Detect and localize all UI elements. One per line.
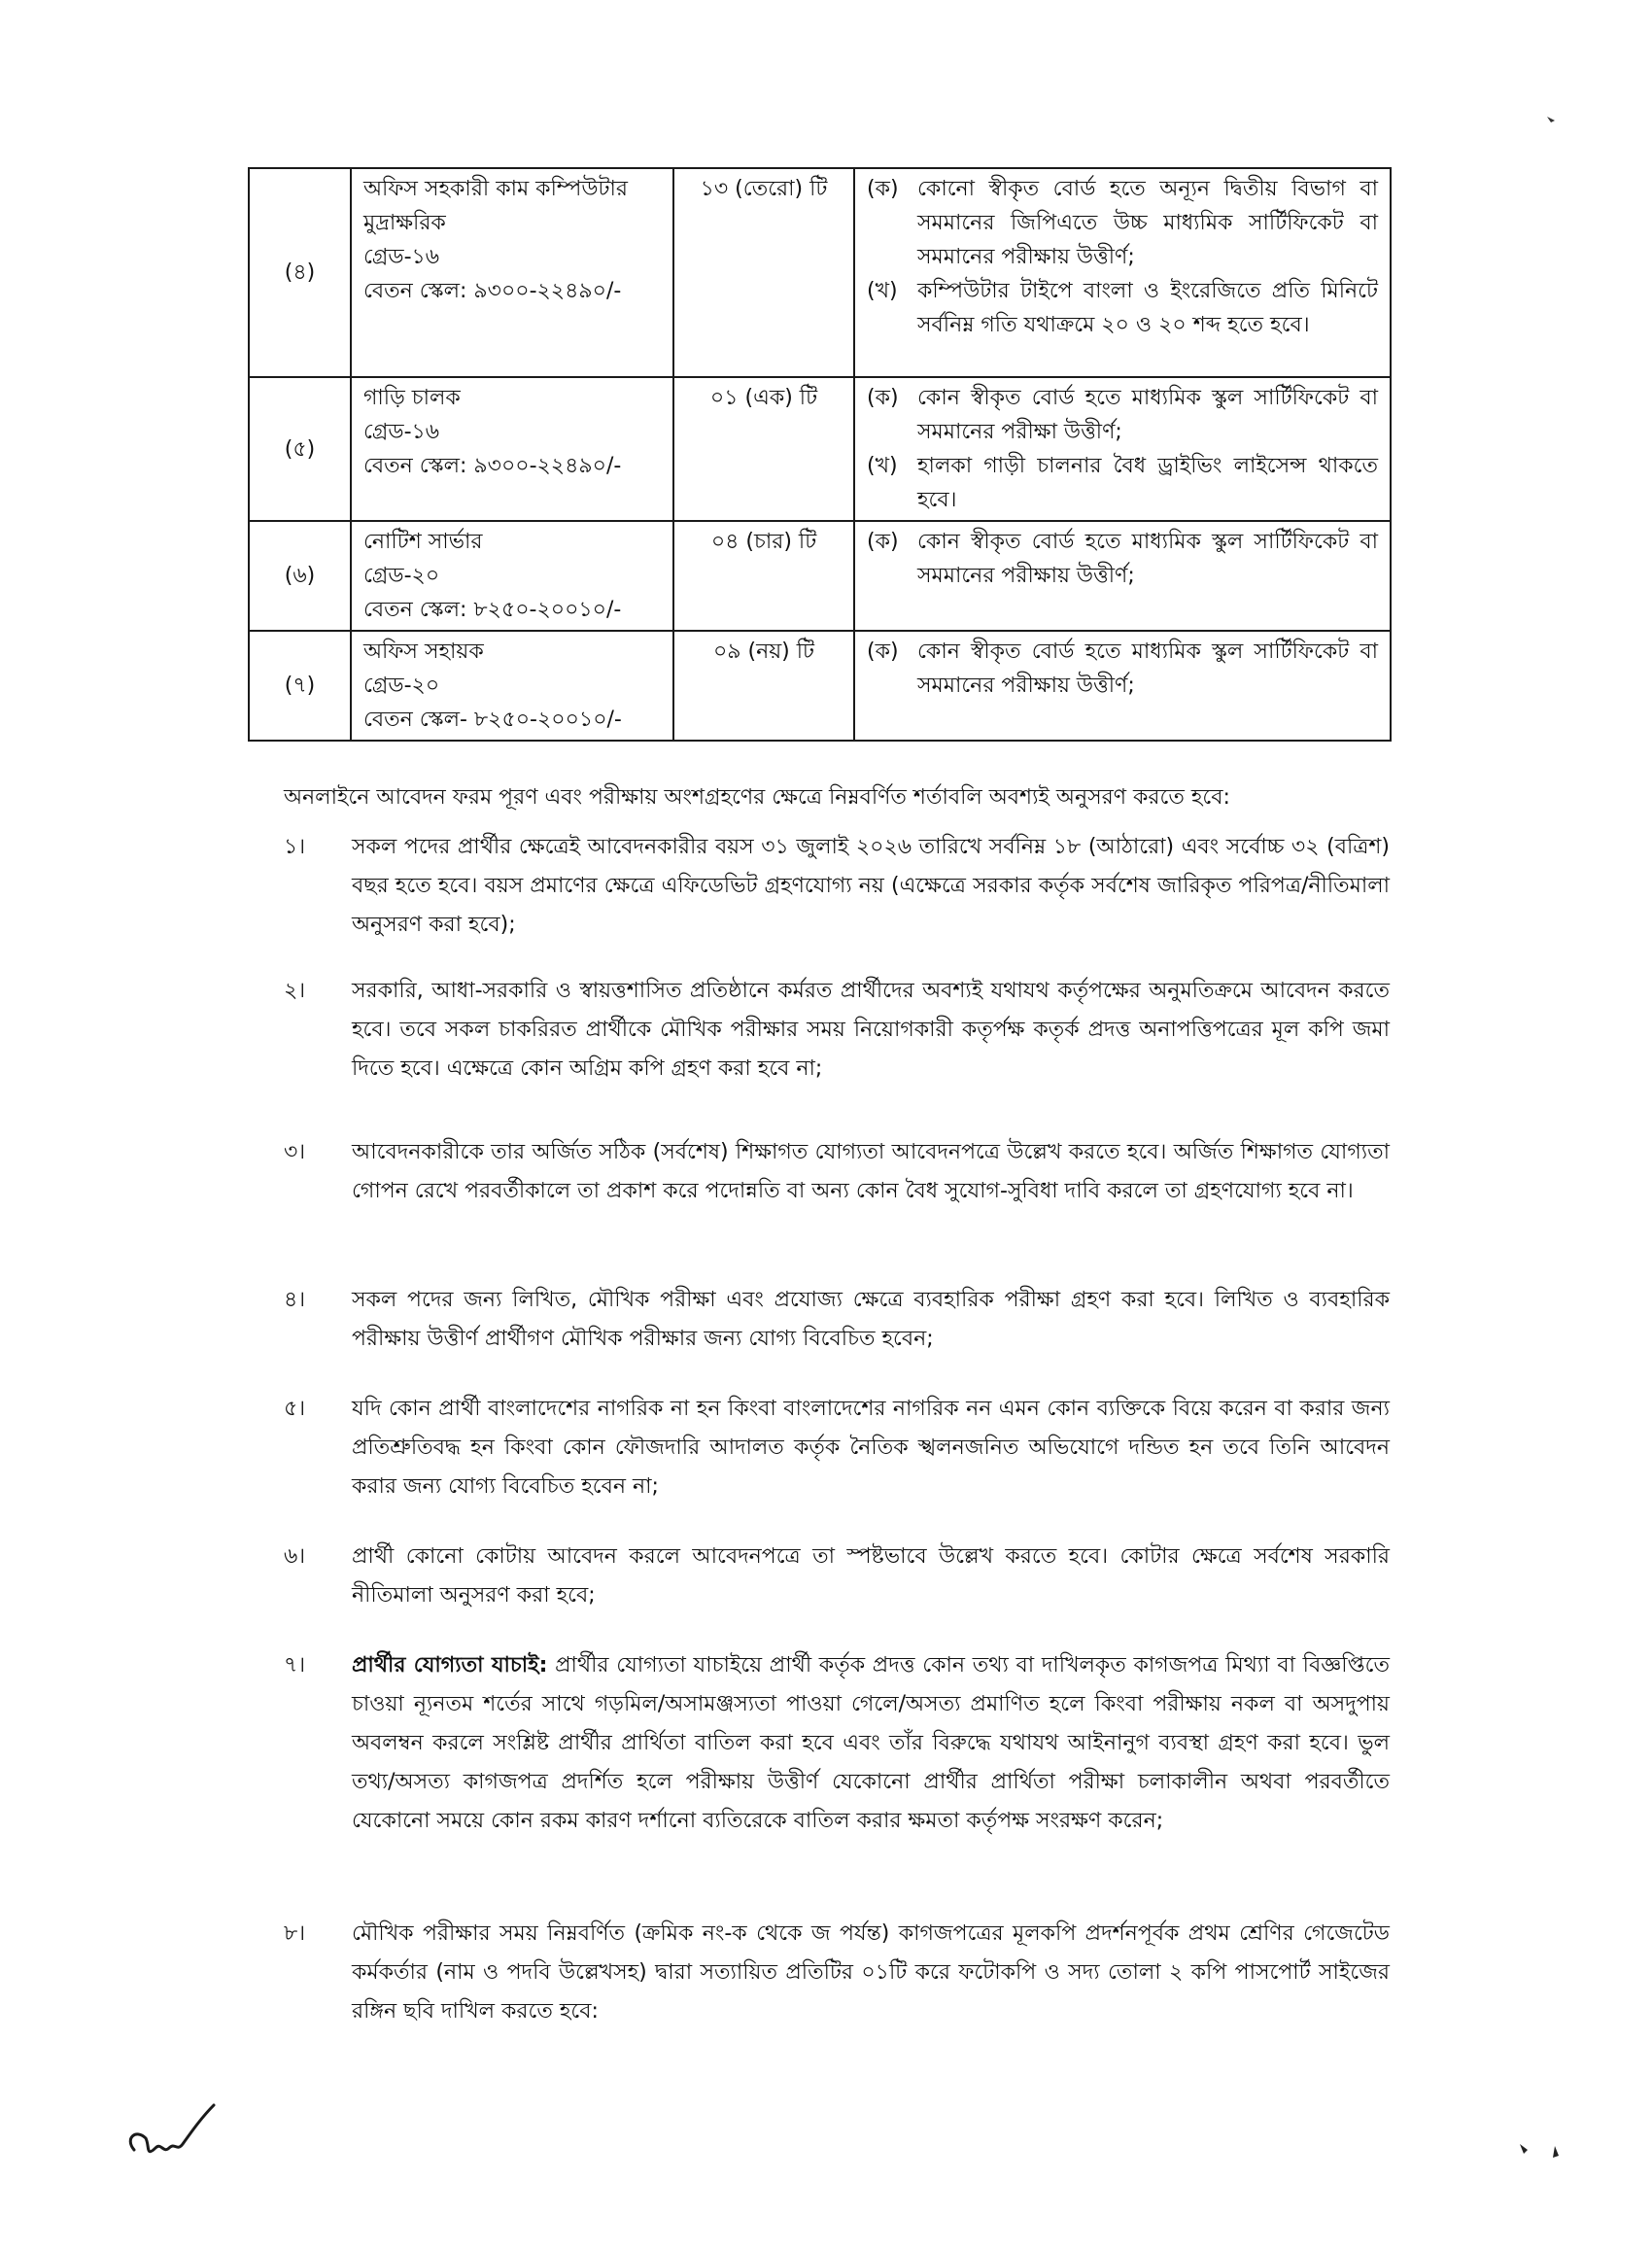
post-grade: গ্রেড-১৬ — [363, 420, 440, 444]
post-pay-scale: বেতন স্কেল: ৯৩০০-২২৪৯০/- — [363, 454, 622, 478]
scan-speck — [1545, 115, 1559, 124]
condition-item — [272, 1133, 1390, 1211]
condition-number: ১। — [284, 835, 306, 859]
qualification-item — [867, 274, 1378, 342]
condition-item — [272, 1390, 1390, 1506]
condition-heading: প্রার্থীর যোগ্যতা যাচাই: — [352, 1653, 548, 1678]
condition-text: সকল পদের জন্য লিখিত, মৌখিক পরীক্ষা এবং প্রযোজ্য ক্ষেত্রে ব্যবহারিক পরীক্ষা গ্রহণ করা হবে। লিখিত ও ব্যবহারিক পরীক্ষায় উত্তীর্ণ প্রার্থীগণ মৌখিক পরীক্ষার জন্য যোগ্য বিবেচিত হবেন; — [352, 1288, 1390, 1351]
post-count: ০৯ (নয়) টি — [673, 631, 854, 741]
condition-number: ২। — [284, 979, 306, 1003]
qualification-marker: (ক) — [867, 386, 899, 410]
qualification-marker: (খ) — [867, 454, 898, 478]
qualification-marker: (ক) — [867, 530, 899, 554]
qualification-item — [867, 525, 1378, 593]
post-title-cell — [351, 631, 673, 741]
condition-text: মৌখিক পরীক্ষার সময় নিম্নবর্ণিত (ক্রমিক নং-ক থেকে জ পর্যন্ত) কাগজপত্রের মূলকপি প্রদর্শনপূর্বক প্রথম শ্রেণির গেজেটেড কর্মকর্তার (নাম ও পদবি উল্লেখসহ) দ্বারা সত্যায়িত প্রতিটির ০১টি করে ফটোকপি ও সদ্য তোলা ২ কপি পাসপোর্ট সাইজের রঙ্গিন ছবি দাখিল করতে হবে: — [352, 1921, 1390, 2024]
post-count: ১৩ (তেরো) টি — [673, 168, 854, 377]
condition-number: ৭। — [284, 1653, 306, 1678]
qualification-item — [867, 381, 1378, 449]
table-row — [249, 521, 1391, 631]
condition-text: সকল পদের প্রার্থীর ক্ষেত্রেই আবেদনকারীর বয়স ৩১ জুলাই ২০২৬ তারিখে সর্বনিম্ন ১৮ (আঠারো) এবং সর্বোচ্চ ৩২ (বত্রিশ) বছর হতে হবে। বয়স প্রমাণের ক্ষেত্রে এফিডেভিট গ্রহণযোগ্য নয় (এক্ষেত্রে সরকার কর্তৃক সর্বশেষ জারিকৃত পরিপত্র/নীতিমালা অনুসরণ করা হবে); — [352, 835, 1390, 937]
post-serial: (৬) — [249, 521, 351, 631]
condition-item — [272, 1915, 1390, 2031]
condition-number: ৪। — [284, 1288, 306, 1312]
condition-item — [272, 1538, 1390, 1615]
condition-text: সরকারি, আধা-সরকারি ও স্বায়ত্তশাসিত প্রতিষ্ঠানে কর্মরত প্রার্থীদের অবশ্যই যথাযথ কর্তৃপক্ষের অনুমতিক্রমে আবেদন করতে হবে। তবে সকল চাকরিরত প্রার্থীকে মৌখিক পরীক্ষার সময় নিয়োগকারী কতৃর্পক্ষ কতৃর্ক প্রদত্ত অনাপত্তিপত্রের মূল কপি জমা দিতে হবে। এক্ষেত্রে কোন অগ্রিম কপি গ্রহণ করা হবে না; — [352, 979, 1390, 1081]
condition-text: যদি কোন প্রার্থী বাংলাদেশের নাগরিক না হন কিংবা বাংলাদেশের নাগরিক নন এমন কোন ব্যক্তিকে বিয়ে করেন বা করার জন্য প্রতিশ্রুতিবদ্ধ হন কিংবা কোন ফৌজদারি আদালত কর্তৃক নৈতিক স্খলনজনিত অভিযোগে দন্ডিত হন তবে তিনি আবেদন করার জন্য যোগ্য বিবেচিত হবেন না; — [352, 1397, 1390, 1499]
post-serial: (৭) — [249, 631, 351, 741]
post-title-line: নোটিশ সার্ভার — [363, 530, 483, 554]
post-qualifications — [854, 377, 1391, 521]
condition-text: প্রার্থী কোনো কোটায় আবেদন করলে আবেদনপত্রে তা স্পষ্টভাবে উল্লেখ করতে হবে। কোটার ক্ষেত্রে সর্বশেষ সরকারি নীতিমালা অনুসরণ করা হবে; — [352, 1544, 1390, 1608]
condition-item — [272, 1646, 1390, 1841]
condition-item — [272, 828, 1390, 945]
qualification-text: কোন স্বীকৃত বোর্ড হতে মাধ্যমিক স্কুল সার্টিফিকেট বা সমমানের পরীক্ষায় উত্তীর্ণ; — [917, 530, 1378, 588]
post-qualifications — [854, 631, 1391, 741]
post-grade: গ্রেড-২০ — [363, 564, 440, 588]
post-qualifications — [854, 521, 1391, 631]
qualification-item — [867, 449, 1378, 517]
condition-body: প্রার্থীর যোগ্যতা যাচাইয়ে প্রার্থী কর্তৃক প্রদত্ত কোন তথ্য বা দাখিলকৃত কাগজপত্র মিথ্যা বা বিজ্ঞপ্তিতে চাওয়া ন্যূনতম শর্তের সাথে গড়মিল/অসামঞ্জস্যতা পাওয়া গেলে/অসত্য প্রমাণিত হলে কিংবা পরীক্ষায় নকল বা অসদুপায় অবলম্বন করলে সংশ্লিষ্ট প্রার্থীর প্রার্থিতা বাতিল করা হবে এবং তাঁর বিরুদ্ধে যথাযথ আইনানুগ ব্যবস্থা গ্রহণ করা হবে। ভুল তথ্য/অসত্য কাগজপত্র প্রদর্শিত হলে পরীক্ষায় উত্তীর্ণ যেকোনো প্রার্থীর প্রার্থিতা পরীক্ষা চলাকালীন অথবা পরবর্তীতে যেকোনো সময়ে কোন রকম কারণ দর্শানো ব্যতিরেকে বাতিল করার ক্ষমতা কর্তৃপক্ষ সংরক্ষণ করেন; — [352, 1653, 1390, 1833]
qualification-text: হালকা গাড়ী চালনার বৈধ ড্রাইভিং লাইসেন্স থাকতে হবে। — [917, 454, 1378, 512]
qualification-text: কোন স্বীকৃত বোর্ড হতে মাধ্যমিক স্কুল সার্টিফিকেট বা সমমানের পরীক্ষা উত্তীর্ণ; — [917, 386, 1378, 444]
qualification-marker: (ক) — [867, 177, 899, 201]
scan-speck — [1516, 2138, 1574, 2167]
post-title-cell — [351, 377, 673, 521]
signature-mark — [117, 2099, 224, 2177]
post-qualifications — [854, 168, 1391, 377]
table-row — [249, 168, 1391, 377]
condition-number: ৮। — [284, 1921, 306, 1946]
posts-table — [248, 167, 1392, 742]
post-title-line: অফিস সহায়ক — [363, 640, 484, 664]
qualification-marker: (ক) — [867, 640, 899, 664]
post-count: ০৪ (চার) টি — [673, 521, 854, 631]
post-title-line: মুদ্রাক্ষরিক — [363, 211, 446, 235]
condition-item — [272, 972, 1390, 1089]
post-serial: (৫) — [249, 377, 351, 521]
conditions-intro: অনলাইনে আবেদন ফরম পূরণ এবং পরীক্ষায় অংশগ্রহণের ক্ষেত্রে নিম্নবর্ণিত শর্তাবলি অবশ্যই অনুসরণ করতে হবে: — [284, 785, 1230, 810]
qualification-text: কোন স্বীকৃত বোর্ড হতে মাধ্যমিক স্কুল সার্টিফিকেট বা সমমানের পরীক্ষায় উত্তীর্ণ; — [917, 640, 1378, 698]
condition-text: আবেদনকারীকে তার অর্জিত সঠিক (সর্বশেষ) শিক্ষাগত যোগ্যতা আবেদনপত্রে উল্লেখ করতে হবে। অর্জিত শিক্ষাগত যোগ্যতা গোপন রেখে পরবর্তীকালে তা প্রকাশ করে পদোন্নতি বা অন্য কোন বৈধ সুযোগ-সুবিধা দাবি করলে তা গ্রহণযোগ্য হবে না। — [352, 1140, 1390, 1203]
post-title-line: অফিস সহকারী কাম কম্পিউটার — [363, 177, 628, 201]
post-title-line: গাড়ি চালক — [363, 386, 461, 410]
post-grade: গ্রেড-২০ — [363, 674, 440, 698]
condition-number: ৩। — [284, 1140, 306, 1164]
post-serial: (৪) — [249, 168, 351, 377]
table-row — [249, 631, 1391, 741]
post-count: ০১ (এক) টি — [673, 377, 854, 521]
qualification-item — [867, 172, 1378, 274]
qualification-text: কোনো স্বীকৃত বোর্ড হতে অন্যূন দ্বিতীয় বিভাগ বা সমমানের জিপিএতে উচ্চ মাধ্যমিক সার্টিফিকেট বা সমমানের পরীক্ষায় উত্তীর্ণ; — [917, 177, 1378, 269]
qualification-text: কম্পিউটার টাইপে বাংলা ও ইংরেজিতে প্রতি মিনিটে সর্বনিম্ন গতি যথাক্রমে ২০ ও ২০ শব্দ হতে হবে। — [917, 279, 1378, 337]
table-row — [249, 377, 1391, 521]
qualification-item — [867, 635, 1378, 703]
post-pay-scale: বেতন স্কেল- ৮২৫০-২০০১০/- — [363, 708, 622, 732]
post-title-cell — [351, 521, 673, 631]
condition-item — [272, 1281, 1390, 1359]
post-pay-scale: বেতন স্কেল: ৮২৫০-২০০১০/- — [363, 598, 622, 622]
condition-number: ৫। — [284, 1397, 306, 1421]
qualification-marker: (খ) — [867, 279, 898, 303]
post-pay-scale: বেতন স্কেল: ৯৩০০-২২৪৯০/- — [363, 279, 622, 303]
post-grade: গ্রেড-১৬ — [363, 245, 440, 269]
condition-number: ৬। — [284, 1544, 306, 1569]
post-title-cell — [351, 168, 673, 377]
condition-text — [352, 1646, 1390, 1841]
